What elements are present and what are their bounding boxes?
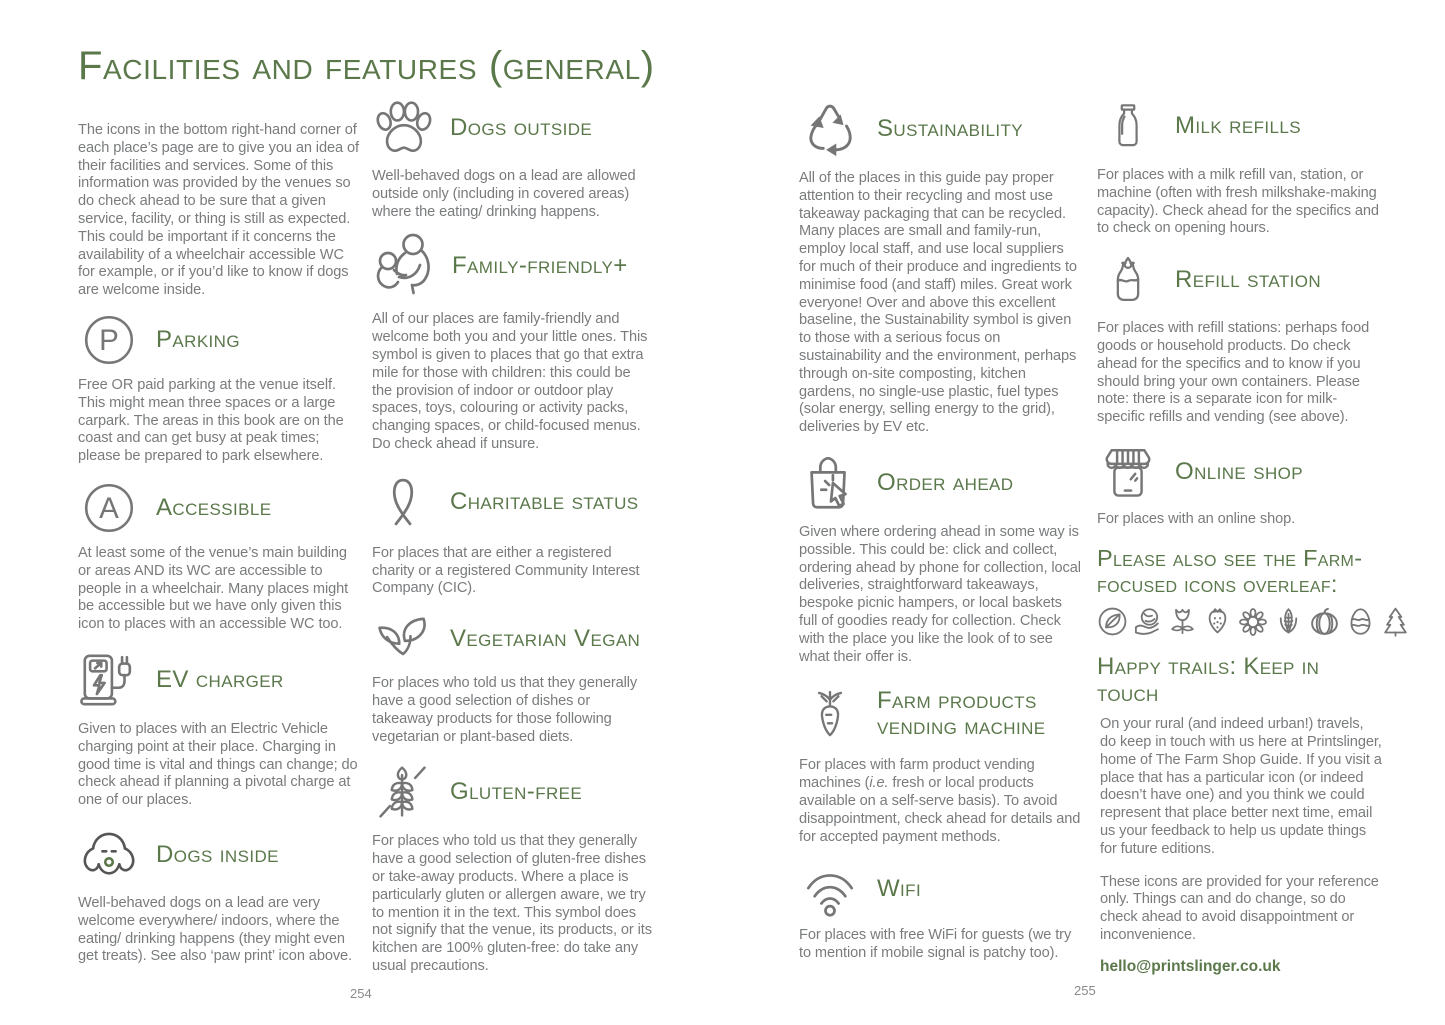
parking-icon bbox=[78, 313, 140, 367]
section-accessible bbox=[78, 481, 359, 634]
recycle-icon bbox=[799, 98, 861, 160]
milk-bottle-icon bbox=[1097, 95, 1159, 157]
family-friendly-heading: Family-friendly+ bbox=[452, 252, 628, 280]
section-refill-station bbox=[1097, 250, 1382, 427]
accessible-description: At least some of the venue’s main building or areas AND its WC are accessible to people in a wheelchair. Many places might be accessible but we have only given this icon to places with an accessible WC too. bbox=[78, 544, 349, 633]
gluten-free-description: For places who told us that they generally have a good selection of gluten-free dishes or take-away products. Where a place is particularly gluten or allergen aware, we try to mention it in the text. This symbol does not signify that the venue, its products, or its kitchen are 100% gluten-free: do take any usual precautions. bbox=[372, 833, 652, 974]
milk-refills-description: For places with a milk refill van, station, or machine (often with fresh milkshake-making capacity). Check ahead for the specifics and to check on opening hours. bbox=[1097, 167, 1379, 237]
vegetarian-vegan-description: For places who told us that they generally have a good selection of dishes or takeaway products for those following vegetarian or plant-based diets. bbox=[372, 675, 638, 745]
dogs-inside-heading: Dogs inside bbox=[156, 840, 279, 868]
column-4 bbox=[1097, 95, 1382, 976]
section-online-shop bbox=[1097, 443, 1382, 529]
charitable-status-description: For places that are either a registered charity or a registered Community Interest Company (CIC). bbox=[372, 544, 640, 597]
section-vegetarian-vegan bbox=[372, 613, 652, 746]
family-friendly-description: All of our places are family-friendly and welcome both you and your little ones. This symbol is given to places that go that extra mile for those with children: this could be the provision of indoor or outdoor play spaces, toys, colouring or activity packs, changing spaces, or child-focused menus. Do check ahead if unsure. bbox=[372, 311, 648, 452]
parking-heading: Parking bbox=[156, 326, 240, 354]
carrot-icon bbox=[799, 681, 861, 747]
page-title: Facilities and features (general) bbox=[78, 44, 655, 88]
section-order-ahead bbox=[799, 452, 1082, 666]
paw-print-icon bbox=[372, 98, 434, 158]
pine-tree-icon bbox=[1380, 606, 1411, 642]
svg-text:A: A bbox=[99, 492, 119, 526]
page-number-right: 255 bbox=[1074, 983, 1096, 998]
gluten-free-heading: Gluten-free bbox=[450, 778, 583, 806]
column-1 bbox=[78, 122, 359, 966]
wifi-icon bbox=[799, 861, 861, 917]
section-gluten-free bbox=[372, 761, 652, 975]
section-dogs-inside bbox=[78, 825, 359, 966]
dogs-outside-description: Well-behaved dogs on a lead are allowed outside only (including in covered areas) where the eating/ drinking happens. bbox=[372, 168, 636, 220]
parking-description: Free OR paid parking at the venue itself. This might mean three spaces or a large carpark. The areas in this book are on the coast and can get busy at peak times; please be prepared to park elsewhere. bbox=[78, 376, 344, 465]
dogs-outside-heading: Dogs outside bbox=[450, 114, 593, 142]
section-ev-charger bbox=[78, 649, 359, 810]
wheat-crossed-icon bbox=[372, 761, 434, 823]
vegetarian-vegan-heading: Vegetarian Vegan bbox=[450, 625, 641, 653]
sunflower-icon bbox=[1237, 606, 1269, 643]
leaf-circle-icon bbox=[1097, 606, 1128, 642]
order-ahead-heading: Order ahead bbox=[877, 469, 1014, 496]
farm-vending-heading: Farm products vending machine bbox=[877, 687, 1046, 741]
keep-in-touch-paragraph-2: These icons are provided for your reference only. Things can and do change, so do check ahead to avoid disappointment or inconvenience. bbox=[1100, 873, 1379, 943]
keep-in-touch-paragraph-1: On your rural (and indeed urban!) travels, do keep in touch with us here at Printslinger, home of The Farm Shop Guide. If you visit a place that has a particular icon (or indeed doesn’t have one) and you think we could represent that place better next time, email us your feedback to help us update things for future editions. bbox=[1100, 716, 1382, 857]
column-3 bbox=[799, 98, 1082, 963]
refill-jar-icon bbox=[1097, 250, 1159, 310]
ribbon-icon bbox=[372, 469, 434, 535]
leaves-icon bbox=[372, 613, 434, 665]
accessible-icon bbox=[78, 481, 140, 535]
online-shop-icon bbox=[1097, 443, 1159, 501]
refill-station-heading: Refill station bbox=[1175, 266, 1322, 294]
section-farm-vending bbox=[799, 681, 1082, 846]
hand-globe-icon bbox=[1132, 606, 1163, 642]
ev-charger-icon bbox=[78, 649, 140, 711]
refill-station-description: For places with refill stations: perhaps food goods or household products. Do check ahead for the specifics and to know if you should bring your own containers. Please note: there is a separate icon for milk-specific refills and vending (see above). bbox=[1097, 320, 1370, 426]
pumpkin-icon bbox=[1308, 605, 1341, 643]
section-sustainability bbox=[799, 98, 1082, 437]
section-dogs-outside bbox=[372, 98, 652, 221]
section-family-friendly bbox=[372, 231, 652, 453]
online-shop-description: For places with an online shop. bbox=[1097, 510, 1296, 527]
section-wifi bbox=[799, 861, 1082, 963]
order-ahead-description: Given where ordering ahead in some way is possible. This could be: click and collect, ordering ahead by phone for collection, local deliveries, straightforward takeaways, bespoke picnic hampers, or local baskets full of goodies ready for collection. Check with the place you like the look of to see what their offer is. bbox=[799, 523, 1081, 665]
sustainability-heading: Sustainability bbox=[877, 115, 1023, 143]
wifi-heading: Wifi bbox=[877, 875, 922, 903]
wifi-description: For places with free WiFi for guests (we try to mention if mobile signal is patchy too). bbox=[799, 927, 1072, 962]
dogs-inside-description: Well-behaved dogs on a lead are very welcome everywhere/ indoors, where the eating/ drinking happens (they might even get treats). See also ‘paw print’ icon above. bbox=[78, 894, 353, 965]
svg-text:P: P bbox=[99, 324, 119, 358]
milk-refills-heading: Milk refills bbox=[1175, 112, 1301, 140]
section-parking bbox=[78, 313, 359, 466]
charitable-status-heading: Charitable status bbox=[450, 487, 639, 515]
order-ahead-bag-cursor-icon bbox=[799, 452, 861, 514]
farm-vending-description: For places with farm product vending machines (i.e. fresh or local products available on a self-serve basis). To avoid disappointment, check ahead for details and for accepted payment methods. bbox=[799, 757, 1081, 845]
accessible-heading: Accessible bbox=[156, 494, 272, 521]
ev-charger-heading: EV charger bbox=[156, 665, 284, 693]
section-milk-refills bbox=[1097, 95, 1382, 238]
family-icon bbox=[372, 231, 436, 301]
ev-charger-description: Given to places with an Electric Vehicle charging point at their place. Charging in good time is vital and things can change; do check ahead if planning a pivotal charge at one of our places. bbox=[78, 720, 358, 809]
tulip-icon bbox=[1167, 606, 1198, 642]
online-shop-heading: Online shop bbox=[1175, 458, 1303, 486]
column-2 bbox=[372, 98, 652, 976]
contact-email: hello@printslinger.co.uk bbox=[1100, 957, 1281, 975]
farm-icons-note-heading: Please also see the Farm-focused icons overleaf: bbox=[1097, 544, 1363, 598]
sustainability-description: All of the places in this guide pay proper attention to their recycling and most use takeaway packaging that can be recycled. Many places are small and family-run, employ local staff, and use local suppliers for much of their produce and ingredients to minimise food (and staff) miles. Great work everyone! Over and above this excellent baseline, the Sustainability symbol is given to those with a serious focus on sustainability and the environment, perhaps through on-site composting, kitchen gardens, no single-use plastic, fuel types (solar energy, selling energy to the grid), deliveries by EV etc. bbox=[799, 170, 1077, 436]
farm-icons-row bbox=[1097, 605, 1382, 643]
corn-icon bbox=[1273, 606, 1304, 642]
strawberry-icon bbox=[1202, 606, 1233, 642]
keep-in-touch-heading: Happy trails: Keep in touch bbox=[1097, 653, 1320, 708]
dog-face-icon bbox=[78, 825, 140, 885]
page-number-left: 254 bbox=[350, 986, 372, 1001]
intro-paragraph: The icons in the bottom right-hand corner of each place’s page are to give you an idea of their facilities and services. Some of this information was provided by the venues so do check ahead to be sure that a given service, facility, or thing is still as expected. This could be important if it concerns the availability of a wheelchair accessible WC for example, or if you’d like to know if dogs are welcome inside. bbox=[78, 122, 359, 299]
section-charitable-status bbox=[372, 469, 652, 598]
decorated-egg-icon bbox=[1345, 606, 1376, 642]
